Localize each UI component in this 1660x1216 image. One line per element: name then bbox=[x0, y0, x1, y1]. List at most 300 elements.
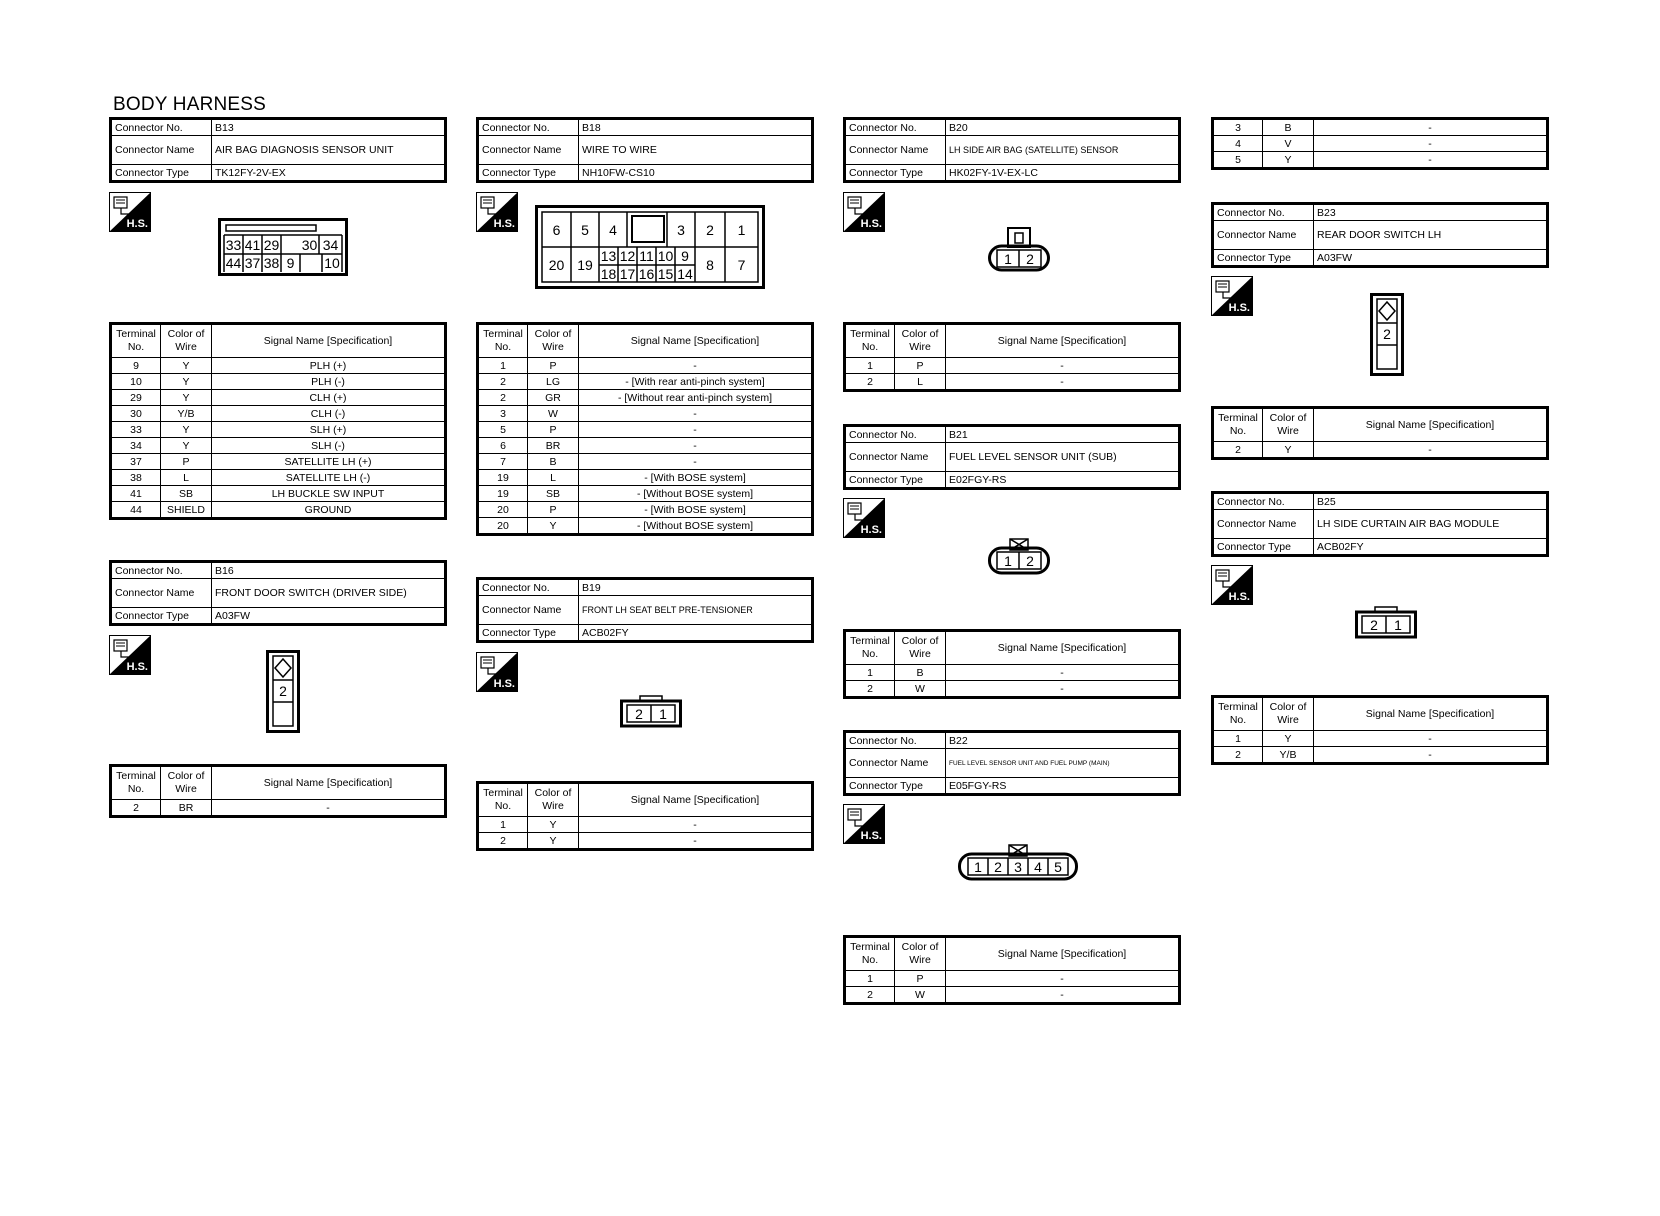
connector-name-value: FRONT LH SEAT BELT PRE-TENSIONER bbox=[579, 596, 813, 625]
connector-no-value: B16 bbox=[212, 562, 446, 579]
connector-type-value: TK12FY-2V-EX bbox=[212, 165, 446, 182]
connector-face-b16 bbox=[266, 650, 300, 733]
terminal-no: 44 bbox=[111, 502, 161, 519]
signal-name: - bbox=[946, 987, 1180, 1004]
terminal-no-header: Terminal No. bbox=[845, 937, 895, 971]
terminal-row bbox=[478, 502, 813, 518]
wire-color: B bbox=[895, 665, 946, 681]
hs-label: H.S. bbox=[493, 678, 515, 690]
terminal-no: 30 bbox=[111, 406, 161, 422]
signal-name-header: Signal Name [Specification] bbox=[579, 783, 813, 817]
signal-name: LH BUCKLE SW INPUT bbox=[212, 486, 446, 502]
terminal-no: 9 bbox=[111, 358, 161, 374]
terminal-no: 2 bbox=[478, 374, 528, 390]
signal-name: - bbox=[579, 358, 813, 374]
pin-label: 5 bbox=[581, 221, 589, 238]
terminal-row bbox=[1213, 119, 1548, 136]
terminal-no: 5 bbox=[478, 422, 528, 438]
terminal-table-b23 bbox=[1211, 406, 1549, 460]
pin-label: 5 bbox=[1054, 858, 1062, 875]
signal-name: - bbox=[1314, 747, 1548, 764]
connector-no-label: Connector No. bbox=[111, 119, 212, 136]
signal-name: - bbox=[946, 681, 1180, 698]
color-of-wire-header: Color of Wire bbox=[161, 324, 212, 358]
pin-label: 1 bbox=[1004, 552, 1012, 569]
terminal-no: 1 bbox=[478, 358, 528, 374]
connector-no-label: Connector No. bbox=[845, 119, 946, 136]
connector-name-label: Connector Name bbox=[1213, 510, 1314, 539]
harness-side-icon bbox=[843, 804, 885, 844]
hs-label: H.S. bbox=[860, 524, 882, 536]
terminal-no: 34 bbox=[111, 438, 161, 454]
terminal-row bbox=[111, 390, 446, 406]
hs-label: H.S. bbox=[1228, 302, 1250, 314]
terminal-no: 2 bbox=[1213, 747, 1263, 764]
terminal-no: 2 bbox=[111, 800, 161, 817]
connector-name-label: Connector Name bbox=[845, 749, 946, 778]
harness-side-icon bbox=[1211, 565, 1253, 605]
terminal-row bbox=[1213, 747, 1548, 764]
connector-type-label: Connector Type bbox=[845, 165, 946, 182]
wire-color: Y bbox=[1263, 442, 1314, 459]
page-title: BODY HARNESS bbox=[113, 94, 267, 115]
color-of-wire-header: Color of Wire bbox=[895, 324, 946, 358]
connector-name-value: WIRE TO WIRE bbox=[579, 136, 813, 165]
wire-color: W bbox=[895, 987, 946, 1004]
pin-label: 19 bbox=[577, 256, 593, 273]
connector-info-b23 bbox=[1211, 202, 1549, 268]
pin-label: 6 bbox=[552, 221, 561, 238]
terminal-row bbox=[1213, 136, 1548, 152]
connector-type-label: Connector Type bbox=[1213, 539, 1314, 556]
connector-no-label: Connector No. bbox=[111, 562, 212, 579]
pin-label: 1 bbox=[974, 858, 982, 875]
terminal-row bbox=[845, 971, 1180, 987]
connector-no-label: Connector No. bbox=[845, 426, 946, 443]
pin-label: 34 bbox=[322, 236, 339, 253]
wire-color: L bbox=[161, 470, 212, 486]
connector-name-label: Connector Name bbox=[111, 136, 212, 165]
connector-type-label: Connector Type bbox=[111, 165, 212, 182]
signal-name: - bbox=[946, 665, 1180, 681]
wire-color: B bbox=[528, 454, 579, 470]
signal-name: - bbox=[946, 358, 1180, 374]
signal-name: - [Without BOSE system] bbox=[579, 486, 813, 502]
signal-name: - bbox=[579, 833, 813, 850]
signal-name: - bbox=[946, 971, 1180, 987]
connector-face-b13 bbox=[218, 218, 348, 276]
terminal-row bbox=[111, 800, 446, 817]
pin-label: 2 bbox=[635, 705, 643, 722]
terminal-row bbox=[111, 454, 446, 470]
color-of-wire-header: Color of Wire bbox=[528, 324, 579, 358]
wire-color: P bbox=[528, 358, 579, 374]
connector-info-b20 bbox=[843, 117, 1181, 183]
terminal-row bbox=[478, 833, 813, 850]
pin-label: 13 bbox=[600, 248, 617, 264]
connector-no-value: B25 bbox=[1314, 493, 1548, 510]
pin-label: 7 bbox=[737, 256, 746, 273]
connector-type-value: A03FW bbox=[1314, 250, 1548, 267]
connector-no-label: Connector No. bbox=[478, 579, 579, 596]
signal-name: SATELLITE LH (+) bbox=[212, 454, 446, 470]
terminal-no: 2 bbox=[845, 374, 895, 391]
wire-color: Y bbox=[161, 374, 212, 390]
connector-name-value: FUEL LEVEL SENSOR UNIT (SUB) bbox=[946, 443, 1180, 472]
connector-info-b21 bbox=[843, 424, 1181, 490]
connector-name-value: AIR BAG DIAGNOSIS SENSOR UNIT bbox=[212, 136, 446, 165]
wire-color: W bbox=[895, 681, 946, 698]
pin-label: 1 bbox=[737, 221, 746, 238]
wire-color: Y bbox=[161, 422, 212, 438]
connector-type-label: Connector Type bbox=[845, 778, 946, 795]
signal-name: - bbox=[1314, 152, 1548, 169]
connector-name-value: FRONT DOOR SWITCH (DRIVER SIDE) bbox=[212, 579, 446, 608]
terminal-table-b13 bbox=[109, 322, 447, 520]
terminal-no: 3 bbox=[1213, 119, 1263, 136]
terminal-no: 2 bbox=[1213, 442, 1263, 459]
signal-name: PLH (-) bbox=[212, 374, 446, 390]
signal-name: GROUND bbox=[212, 502, 446, 519]
terminal-no: 20 bbox=[478, 518, 528, 535]
connector-name-value: REAR DOOR SWITCH LH bbox=[1314, 221, 1548, 250]
pin-label: 29 bbox=[263, 236, 280, 253]
pin-label: 1 bbox=[1394, 616, 1402, 633]
pin-label: 8 bbox=[706, 256, 714, 273]
signal-name-header: Signal Name [Specification] bbox=[946, 631, 1180, 665]
terminal-no-header: Terminal No. bbox=[111, 766, 161, 800]
connector-face-b20 bbox=[988, 226, 1050, 272]
connector-no-value: B22 bbox=[946, 732, 1180, 749]
pin-label: 17 bbox=[619, 265, 636, 282]
signal-name-header: Signal Name [Specification] bbox=[1314, 408, 1548, 442]
terminal-no: 19 bbox=[478, 470, 528, 486]
terminal-row bbox=[111, 438, 446, 454]
signal-name-header: Signal Name [Specification] bbox=[1314, 697, 1548, 731]
connector-no-label: Connector No. bbox=[845, 732, 946, 749]
wire-color: Y bbox=[161, 438, 212, 454]
signal-name: - bbox=[579, 454, 813, 470]
connector-no-label: Connector No. bbox=[1213, 493, 1314, 510]
terminal-no: 5 bbox=[1213, 152, 1263, 169]
wire-color: BR bbox=[528, 438, 579, 454]
connector-info-b18 bbox=[476, 117, 814, 183]
signal-name: CLH (-) bbox=[212, 406, 446, 422]
harness-side-icon bbox=[843, 192, 885, 232]
wire-color: P bbox=[528, 422, 579, 438]
hs-label: H.S. bbox=[860, 830, 882, 842]
pin-label: 2 bbox=[706, 221, 714, 238]
signal-name: - bbox=[1314, 136, 1548, 152]
pin-label: 2 bbox=[1383, 326, 1391, 342]
hs-label: H.S. bbox=[1228, 591, 1250, 603]
wire-color: Y/B bbox=[1263, 747, 1314, 764]
connector-face-b23 bbox=[1370, 293, 1404, 376]
connector-no-value: B23 bbox=[1314, 204, 1548, 221]
terminal-no-header: Terminal No. bbox=[111, 324, 161, 358]
connector-type-label: Connector Type bbox=[845, 472, 946, 489]
terminal-row bbox=[478, 486, 813, 502]
signal-name: - [With rear anti-pinch system] bbox=[579, 374, 813, 390]
connector-face-b19 bbox=[620, 694, 682, 728]
terminal-row bbox=[1213, 731, 1548, 747]
connector-info-b25 bbox=[1211, 491, 1549, 557]
color-of-wire-header: Color of Wire bbox=[528, 783, 579, 817]
wire-color: Y bbox=[161, 390, 212, 406]
signal-name: - bbox=[1314, 731, 1548, 747]
connector-type-value: HK02FY-1V-EX-LC bbox=[946, 165, 1180, 182]
connector-type-value: A03FW bbox=[212, 608, 446, 625]
pin-label: 20 bbox=[548, 256, 565, 273]
signal-name: - [Without rear anti-pinch system] bbox=[579, 390, 813, 406]
wire-color: Y bbox=[161, 358, 212, 374]
connector-name-value: LH SIDE AIR BAG (SATELLITE) SENSOR bbox=[946, 136, 1180, 165]
pin-label: 33 bbox=[225, 236, 242, 253]
pin-label: 4 bbox=[609, 221, 617, 238]
pin-label: 2 bbox=[1370, 616, 1378, 633]
terminal-row bbox=[111, 406, 446, 422]
terminal-row bbox=[478, 374, 813, 390]
terminal-row bbox=[845, 681, 1180, 698]
terminal-no: 1 bbox=[1213, 731, 1263, 747]
terminal-no: 1 bbox=[845, 358, 895, 374]
terminal-no: 2 bbox=[845, 987, 895, 1004]
terminal-no: 7 bbox=[478, 454, 528, 470]
signal-name: - bbox=[946, 374, 1180, 391]
wire-color: V bbox=[1263, 136, 1314, 152]
signal-name: - bbox=[579, 817, 813, 833]
pin-label: 2 bbox=[994, 858, 1002, 875]
hs-label: H.S. bbox=[493, 218, 515, 230]
wire-color: SHIELD bbox=[161, 502, 212, 519]
pin-label: 1 bbox=[1004, 250, 1012, 267]
signal-name: - bbox=[1314, 119, 1548, 136]
connector-type-value: E02FGY-RS bbox=[946, 472, 1180, 489]
signal-name: - [Without BOSE system] bbox=[579, 518, 813, 535]
terminal-no: 2 bbox=[845, 681, 895, 698]
terminal-row bbox=[478, 470, 813, 486]
color-of-wire-header: Color of Wire bbox=[161, 766, 212, 800]
terminal-no: 41 bbox=[111, 486, 161, 502]
connector-face-b18 bbox=[535, 205, 765, 289]
wire-color: P bbox=[895, 971, 946, 987]
terminal-row bbox=[111, 470, 446, 486]
wire-color: B bbox=[1263, 119, 1314, 136]
connector-name-label: Connector Name bbox=[111, 579, 212, 608]
pin-label: 3 bbox=[677, 221, 685, 238]
terminal-no: 29 bbox=[111, 390, 161, 406]
signal-name: SLH (+) bbox=[212, 422, 446, 438]
wire-color: SB bbox=[528, 486, 579, 502]
terminal-table-continued bbox=[1211, 117, 1549, 170]
harness-side-icon bbox=[476, 192, 518, 232]
terminal-row bbox=[111, 422, 446, 438]
terminal-no: 1 bbox=[845, 665, 895, 681]
connector-no-value: B13 bbox=[212, 119, 446, 136]
terminal-no: 2 bbox=[478, 390, 528, 406]
pin-label: 41 bbox=[244, 236, 261, 253]
wire-color: SB bbox=[161, 486, 212, 502]
connector-type-label: Connector Type bbox=[1213, 250, 1314, 267]
wire-color: L bbox=[895, 374, 946, 391]
connector-no-value: B18 bbox=[579, 119, 813, 136]
signal-name-header: Signal Name [Specification] bbox=[579, 324, 813, 358]
connector-no-label: Connector No. bbox=[478, 119, 579, 136]
connector-no-value: B21 bbox=[946, 426, 1180, 443]
terminal-row bbox=[845, 358, 1180, 374]
connector-no-value: B19 bbox=[579, 579, 813, 596]
terminal-no: 20 bbox=[478, 502, 528, 518]
terminal-row bbox=[845, 987, 1180, 1004]
connector-face-b25 bbox=[1355, 605, 1417, 639]
signal-name: - bbox=[579, 422, 813, 438]
terminal-row bbox=[111, 486, 446, 502]
terminal-no-header: Terminal No. bbox=[1213, 697, 1263, 731]
signal-name-header: Signal Name [Specification] bbox=[212, 324, 446, 358]
connector-face-b21 bbox=[988, 537, 1050, 575]
wire-color: P bbox=[161, 454, 212, 470]
terminal-row bbox=[478, 422, 813, 438]
connector-name-label: Connector Name bbox=[478, 596, 579, 625]
terminal-no: 3 bbox=[478, 406, 528, 422]
signal-name: PLH (+) bbox=[212, 358, 446, 374]
pin-label: 15 bbox=[657, 265, 674, 282]
terminal-no-header: Terminal No. bbox=[845, 631, 895, 665]
harness-side-icon bbox=[109, 635, 151, 675]
pin-label: 2 bbox=[1026, 552, 1034, 569]
terminal-no: 10 bbox=[111, 374, 161, 390]
signal-name-header: Signal Name [Specification] bbox=[212, 766, 446, 800]
terminal-no: 4 bbox=[1213, 136, 1263, 152]
pin-label: 38 bbox=[263, 255, 280, 271]
color-of-wire-header: Color of Wire bbox=[895, 631, 946, 665]
terminal-no-header: Terminal No. bbox=[845, 324, 895, 358]
connector-name-label: Connector Name bbox=[845, 443, 946, 472]
color-of-wire-header: Color of Wire bbox=[1263, 408, 1314, 442]
pin-label: 18 bbox=[600, 265, 617, 282]
pin-label: 10 bbox=[657, 248, 674, 264]
pin-label: 11 bbox=[639, 248, 654, 264]
connector-name-value: FUEL LEVEL SENSOR UNIT AND FUEL PUMP (MAIN) bbox=[946, 749, 1180, 778]
terminal-no-header: Terminal No. bbox=[478, 324, 528, 358]
terminal-no: 6 bbox=[478, 438, 528, 454]
signal-name: - bbox=[579, 438, 813, 454]
signal-name: CLH (+) bbox=[212, 390, 446, 406]
terminal-row bbox=[111, 358, 446, 374]
pin-label: 9 bbox=[681, 248, 689, 264]
wire-color: P bbox=[528, 502, 579, 518]
connector-type-label: Connector Type bbox=[478, 165, 579, 182]
terminal-no: 37 bbox=[111, 454, 161, 470]
terminal-row bbox=[478, 406, 813, 422]
connector-name-value: LH SIDE CURTAIN AIR BAG MODULE bbox=[1314, 510, 1548, 539]
pin-label: 30 bbox=[301, 236, 318, 253]
pin-label: 10 bbox=[324, 255, 340, 271]
pin-label: 12 bbox=[619, 248, 636, 264]
wire-color: Y bbox=[528, 833, 579, 850]
wire-color: Y bbox=[1263, 731, 1314, 747]
signal-name: - bbox=[579, 406, 813, 422]
connector-info-b19 bbox=[476, 577, 814, 643]
terminal-table-b19 bbox=[476, 781, 814, 851]
harness-side-icon bbox=[1211, 276, 1253, 316]
pin-label: 4 bbox=[1034, 858, 1042, 875]
pin-label: 44 bbox=[225, 255, 242, 271]
connector-no-label: Connector No. bbox=[1213, 204, 1314, 221]
terminal-no: 19 bbox=[478, 486, 528, 502]
wire-color: Y/B bbox=[161, 406, 212, 422]
terminal-no: 2 bbox=[478, 833, 528, 850]
pin-label: 2 bbox=[1026, 250, 1034, 267]
color-of-wire-header: Color of Wire bbox=[895, 937, 946, 971]
connector-type-label: Connector Type bbox=[478, 625, 579, 642]
wire-color: LG bbox=[528, 374, 579, 390]
signal-name-header: Signal Name [Specification] bbox=[946, 937, 1180, 971]
wire-color: BR bbox=[161, 800, 212, 817]
terminal-row bbox=[1213, 442, 1548, 459]
color-of-wire-header: Color of Wire bbox=[1263, 697, 1314, 731]
pin-label: 16 bbox=[638, 265, 655, 282]
connector-name-label: Connector Name bbox=[478, 136, 579, 165]
signal-name: - bbox=[1314, 442, 1548, 459]
hs-label: H.S. bbox=[126, 218, 148, 230]
terminal-table-b20 bbox=[843, 322, 1181, 392]
terminal-table-b25 bbox=[1211, 695, 1549, 765]
signal-name: - bbox=[212, 800, 446, 817]
terminal-row bbox=[111, 374, 446, 390]
connector-info-b13 bbox=[109, 117, 447, 183]
wire-color: Y bbox=[528, 518, 579, 535]
terminal-row bbox=[845, 374, 1180, 391]
connector-name-label: Connector Name bbox=[1213, 221, 1314, 250]
terminal-row bbox=[478, 817, 813, 833]
pin-label: 14 bbox=[677, 265, 693, 282]
connector-type-value: NH10FW-CS10 bbox=[579, 165, 813, 182]
pin-label: 9 bbox=[286, 255, 295, 271]
terminal-no: 1 bbox=[845, 971, 895, 987]
pin-label: 37 bbox=[244, 255, 261, 271]
terminal-row bbox=[1213, 152, 1548, 169]
wire-color: L bbox=[528, 470, 579, 486]
connector-face-b22 bbox=[958, 843, 1078, 881]
connector-no-value: B20 bbox=[946, 119, 1180, 136]
pin-label: 3 bbox=[1014, 858, 1022, 875]
signal-name: SLH (-) bbox=[212, 438, 446, 454]
terminal-table-b21 bbox=[843, 629, 1181, 699]
terminal-row bbox=[845, 665, 1180, 681]
connector-info-b22 bbox=[843, 730, 1181, 796]
connector-info-b16 bbox=[109, 560, 447, 626]
harness-side-icon bbox=[843, 498, 885, 538]
terminal-row bbox=[478, 390, 813, 406]
terminal-row bbox=[478, 438, 813, 454]
pin-label: 2 bbox=[279, 683, 287, 699]
signal-name: - [With BOSE system] bbox=[579, 502, 813, 518]
terminal-row bbox=[478, 358, 813, 374]
terminal-table-b16 bbox=[109, 764, 447, 818]
wire-color: Y bbox=[1263, 152, 1314, 169]
signal-name-header: Signal Name [Specification] bbox=[946, 324, 1180, 358]
wire-color: GR bbox=[528, 390, 579, 406]
pin-label: 1 bbox=[659, 705, 667, 722]
terminal-no: 38 bbox=[111, 470, 161, 486]
harness-side-icon bbox=[109, 192, 151, 232]
terminal-no: 1 bbox=[478, 817, 528, 833]
wire-color: Y bbox=[528, 817, 579, 833]
terminal-no-header: Terminal No. bbox=[478, 783, 528, 817]
signal-name: SATELLITE LH (-) bbox=[212, 470, 446, 486]
connector-type-label: Connector Type bbox=[111, 608, 212, 625]
